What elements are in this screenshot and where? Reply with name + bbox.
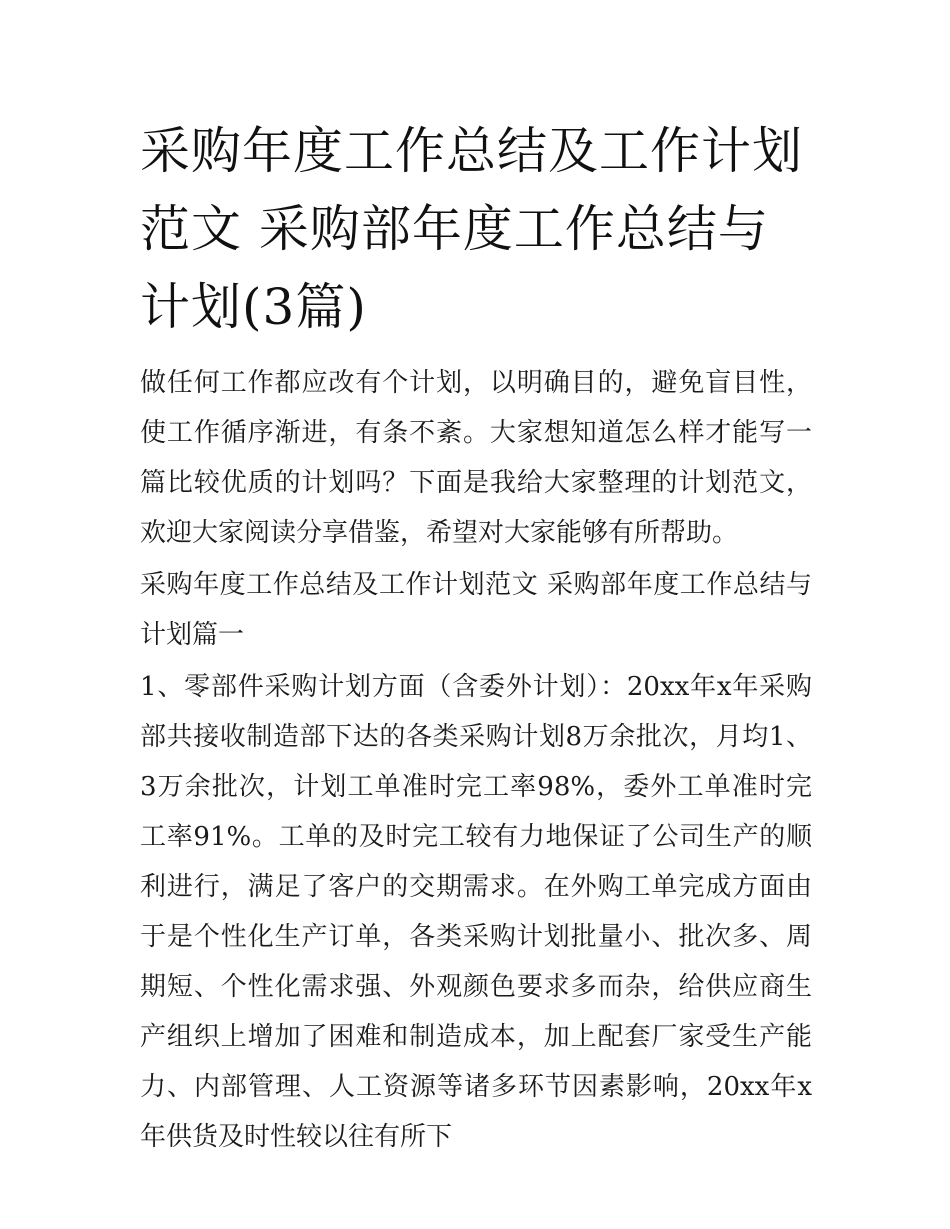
intro-paragraph: 做任何工作都应改有个计划，以明确目的，避免盲目性，使工作循序渐进，有条不紊。大家想知道怎么样才能写一篇比较优质的计划吗？下面是我给大家整理的计划范文，欢迎大家阅读分享借鉴，希望对大家能够有所帮助。: [140, 368, 812, 548]
document-body: [140, 112, 812, 1162]
section-heading: 采购年度工作总结及工作计划范文 采购部年度工作总结与计划篇一: [140, 570, 812, 650]
document-title: 采购年度工作总结及工作计划范文 采购部年度工作总结与计划(3篇): [140, 122, 803, 336]
item-1-paragraph: 1、零部件采购计划方面（含委外计划）：20xx年x年采购部共接收制造部下达的各类采购计划8万余批次，月均1、3万余批次，计划工单准时完工率98%，委外工单准时完工率91%。工单的及时完工较有力地保证了公司生产的顺利进行，满足了客户的交期需求。在外购工单完成方面由于是个性化生产订单，各类采购计划批量小、批次多、周期短、个性化需求强、外观颜色要求多而杂，给供应商生产组织上增加了困难和制造成本，加上配套厂家受生产能力、内部管理、人工资源等诸多环节因素影响，20xx年x年供货及时性较以往有所下: [140, 672, 812, 1152]
